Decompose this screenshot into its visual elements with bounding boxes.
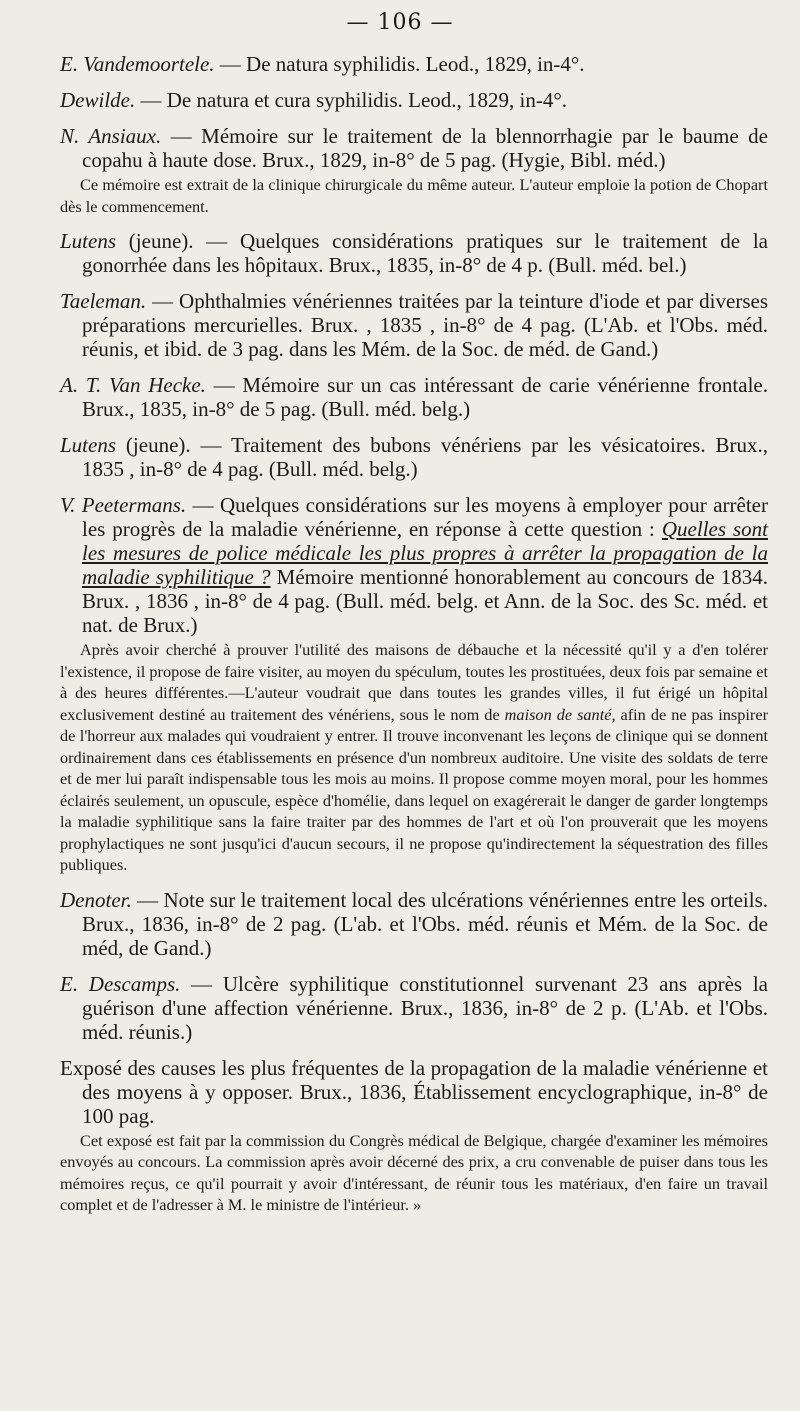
bib-entry-dewilde xyxy=(60,88,768,112)
contest-question: Quelles sont les mesures de police médicale les plus propres à arrêter la propagation de la maladie syphilitique ? xyxy=(82,517,769,589)
note-ansiaux: Ce mémoire est extrait de la clinique chirurgicale du même auteur. L'auteur emploie la potion de Chopart dès le commencement. xyxy=(60,175,768,216)
note-text: afin de ne pas inspirer de l'horreur aux malades qui voudraient y entrer. Il trouve inconvenant les leçons de clinique qui se donnent ordinairement dans ces établissements en présence d'un nombreux auditoire. Une visite des soldats de terre et de mer lui paraît indispensable tous les mois au moins. Il propose comme moyen moral, pour les hommes éclairés seulement, un opuscule, espèce d'homélie, dans lequel on exagérerait le danger de garder longtemps la maladie syphilitique sans la faire traiter par des hommes de l'art et où l'on prouverait que les moyens prophylactiques ne sont jusqu'ici d'aucun secours, il ne propose qu'indirectement la séquestration des filles publiques. xyxy=(60,704,768,874)
entry-author: Dewilde. xyxy=(60,88,136,112)
entry-text: — Ophthalmies vénériennes traitées par la teinture d'iode et par diverses préparations mercurielles. Brux. , 1835 , in-8° de 4 pag. (L'Ab. et l'Obs. méd. réunis, et ibid. de 3 pag. dans les Mém. de la Soc. de méd. de Gand.) xyxy=(82,289,768,361)
bib-entry-expose xyxy=(60,1056,768,1128)
entry-author: V. Peetermans. xyxy=(60,493,187,517)
entry-text: Mémoire mentionné honorablement au concours de 1834. Brux. , 1836 , in-8° de 4 pag. (Bull. méd. belg. et Ann. de la Soc. des Sc. méd. et nat. de Brux.) xyxy=(82,565,768,637)
entry-author: Lutens xyxy=(60,229,117,253)
entry-text: — De natura syphilidis. Leod., 1829, in-4°. xyxy=(214,52,585,76)
bib-entry-lutens-1 xyxy=(60,229,768,277)
note-term: maison de santé, xyxy=(504,704,616,724)
bib-entry-peetermans xyxy=(60,493,768,637)
bib-entry-vandemoortele xyxy=(60,52,768,76)
note-text: Après avoir cherché à prouver l'utilité des maisons de débauche et la nécessité qu'il y a d'en tolérer l'existence, il propose de faire visiter, au moyen du spéculum, toutes les prostituées, deux fois par semaine et à des heures différentes.—L'auteur voudrait que dans toutes les grandes villes, il fut érigé un hôpital exclusivement destiné au traitement des vénériens, sous le nom de xyxy=(60,640,768,724)
entry-author: Taeleman. xyxy=(60,289,147,313)
bib-entry-van-hecke xyxy=(60,373,768,421)
note-expose: Cet exposé est fait par la commission du Congrès médical de Belgique, chargée d'examiner les mémoires envoyés au concours. La commission après avoir décerné des prix, a cru convenable de puiser dans tous les mémoires reçus, ce qu'il pourrait y avoir d'intéressant, de réunir tous les matériaux, d'en faire un travail complet et de l'adresser à M. le ministre de l'intérieur. » xyxy=(60,1130,768,1214)
entry-text: — Mémoire sur le traitement de la blennorrhagie par le baume de copahu à haute dose. Brux., 1829, in-8° de 5 pag. (Hygie, Bibl. méd.) xyxy=(82,124,768,172)
entry-text: — De natura et cura syphilidis. Leod., 1829, in-4°. xyxy=(135,88,568,112)
entry-author: Lutens xyxy=(60,433,117,457)
entry-text: Exposé des causes les plus fréquentes de la propagation de la maladie vénérienne et des moyens à y opposer. Brux., 1836, Établissement encyclographique, in-8° de 100 pag. xyxy=(60,1055,768,1128)
entry-text: (jeune). — Quelques considérations pratiques sur le traitement de la gonorrhée dans les hôpitaux. Brux., 1835, in-8° de 4 p. (Bull. méd. bel.) xyxy=(82,229,768,277)
entry-text: — Ulcère syphilitique constitutionnel survenant 23 ans après la guérison d'une affection vénérienne. Brux., 1836, in-8° de 2 p. (L'Ab. et l'Obs. méd. réunis.) xyxy=(82,971,768,1044)
entry-text: — Quelques considérations sur les moyens à employer pour arrêter les progrès de la maladie vénérienne, en réponse à cette question : xyxy=(82,493,768,541)
page-body xyxy=(60,52,768,1228)
entry-text: — Note sur le traitement local des ulcérations vénériennes entre les orteils. Brux., 1836, in-8° de 2 pag. (L'ab. et l'Obs. méd. réunis et Mém. de la Soc. de méd, de Gand.) xyxy=(82,887,768,960)
bib-entry-descamps xyxy=(60,972,768,1044)
entry-author: E. Descamps. xyxy=(60,971,181,996)
note-peetermans xyxy=(60,639,768,876)
bib-entry-lutens-2 xyxy=(60,433,768,481)
page-number: — 106 — xyxy=(346,10,454,35)
bib-entry-taeleman xyxy=(60,289,768,361)
bib-entry-ansiaux xyxy=(60,124,768,172)
entry-text: (jeune). — Traitement des bubons vénériens par les vésicatoires. Brux., 1835 , in-8° de 4 pag. (Bull. méd. belg.) xyxy=(82,433,768,481)
entry-text: — Mémoire sur un cas intéressant de carie vénérienne frontale. Brux., 1835, in-8° de 5 pag. (Bull. méd. belg.) xyxy=(82,373,768,421)
entry-author: A. T. Van Hecke. xyxy=(60,373,206,397)
entry-author: Denoter. xyxy=(60,887,132,912)
bib-entry-denoter xyxy=(60,888,768,960)
entry-author: E. Vandemoortele. xyxy=(60,52,215,76)
entry-author: N. Ansiaux. xyxy=(60,124,162,148)
